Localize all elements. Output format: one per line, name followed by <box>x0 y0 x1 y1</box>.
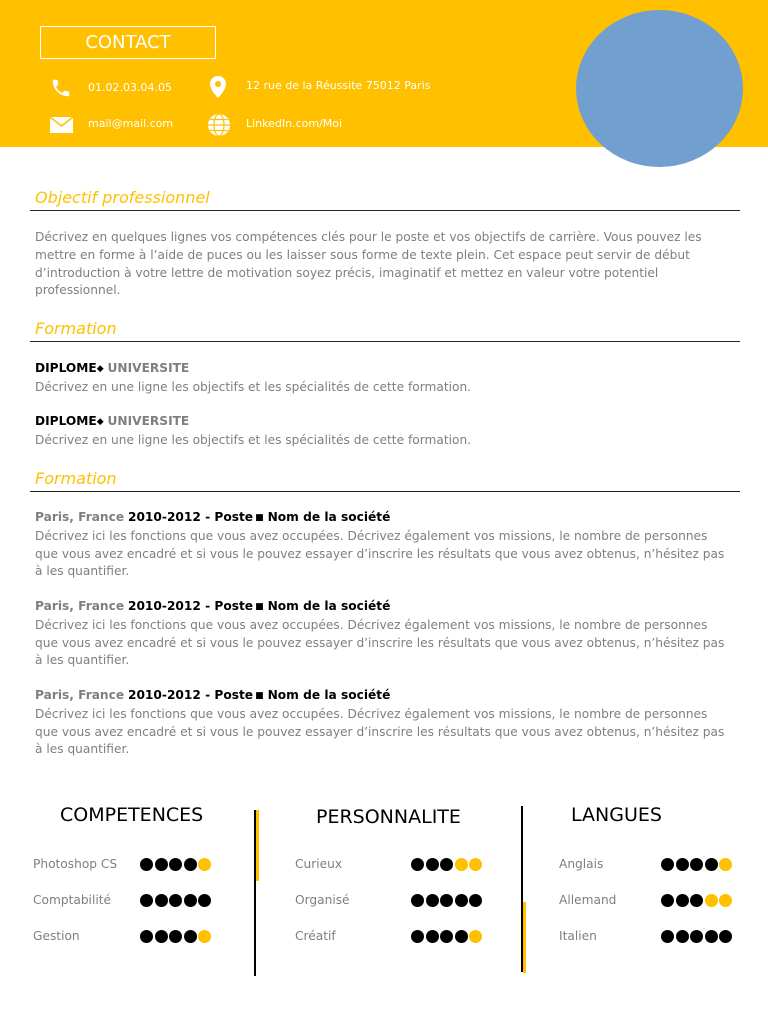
skill-rating <box>411 894 484 908</box>
rating-dot <box>690 894 703 907</box>
degree-name: DIPLOME <box>35 361 97 375</box>
skill-name: Gestion <box>33 929 80 943</box>
rating-dot <box>169 894 182 907</box>
rating-dot <box>140 894 153 907</box>
experience-item <box>35 509 740 581</box>
skill-rating <box>411 858 484 872</box>
rating-dot <box>169 930 182 943</box>
education-desc: Décrivez en une ligne les objectifs et les spécialités de cette formation. <box>35 379 472 394</box>
rating-dot <box>661 894 674 907</box>
langues-title: LANGUES <box>571 804 662 826</box>
education-item <box>35 360 740 397</box>
rating-dot <box>426 858 439 871</box>
diamond-bullet-icon: ◆ <box>96 417 104 427</box>
contact-heading: CONTACT <box>40 26 216 59</box>
rating-dot <box>440 930 453 943</box>
objective-line: professionnel. <box>35 283 121 298</box>
education-item <box>35 413 740 450</box>
rating-dot <box>469 930 482 943</box>
skill-name: Curieux <box>295 857 343 871</box>
rating-dot <box>690 858 703 871</box>
job-desc-line: à les quantifier. <box>35 653 130 668</box>
column-accent-line <box>523 902 526 973</box>
job-period-role: 2010-2012 - Poste <box>127 510 254 524</box>
globe-icon <box>207 113 231 137</box>
rating-dot <box>676 930 689 943</box>
rating-dot <box>198 894 211 907</box>
rating-dot <box>676 894 689 907</box>
job-desc-line: que vous avez encadré et si vous le pouvez essayer d’inscrire les résultats que vous avez obtenus, n’hésitez pas <box>35 724 725 739</box>
square-bullet-icon: ■ <box>255 691 264 701</box>
skill-rating <box>140 930 213 944</box>
rating-dot <box>455 894 468 907</box>
job-desc-line: Décrivez ici les fonctions que vous avez occupées. Décrivez également vos missions, le nombre de personnes <box>35 617 708 632</box>
profile-photo-placeholder <box>576 10 743 167</box>
rating-dot <box>676 858 689 871</box>
rating-dot <box>411 894 424 907</box>
rating-dot <box>198 930 211 943</box>
job-desc-line: Décrivez ici les fonctions que vous avez occupées. Décrivez également vos missions, le nombre de personnes <box>35 706 708 721</box>
skill-name: Créatif <box>295 929 336 943</box>
location-pin-icon <box>208 75 228 99</box>
skill-rating <box>661 930 734 944</box>
job-desc-line: à les quantifier. <box>35 564 130 579</box>
experience-item <box>35 598 740 670</box>
rating-dot <box>140 858 153 871</box>
rating-dot <box>469 858 482 871</box>
job-period-role: 2010-2012 - Poste <box>127 688 254 702</box>
school-name: UNIVERSITE <box>107 414 190 428</box>
experience-title: Formation <box>35 469 117 488</box>
company-name: Nom de la société <box>267 688 391 702</box>
education-desc: Décrivez en une ligne les objectifs et les spécialités de cette formation. <box>35 432 472 447</box>
skill-name: Comptabilité <box>33 893 111 907</box>
objective-text <box>35 229 740 300</box>
address-text: 12 rue de la Réussite 75012 Paris <box>246 79 431 92</box>
job-period-role: 2010-2012 - Poste <box>127 599 254 613</box>
skill-rating <box>140 858 213 872</box>
school-name: UNIVERSITE <box>107 361 190 375</box>
rating-dot <box>719 930 732 943</box>
job-location: Paris, France <box>35 688 125 702</box>
education-divider <box>30 341 740 342</box>
skill-name: Anglais <box>559 857 604 871</box>
skill-name: Italien <box>559 929 597 943</box>
square-bullet-icon: ■ <box>255 513 264 523</box>
rating-dot <box>719 858 732 871</box>
rating-dot <box>690 930 703 943</box>
skill-rating <box>661 858 734 872</box>
rating-dot <box>426 894 439 907</box>
skill-rating <box>140 894 213 908</box>
square-bullet-icon: ■ <box>255 602 264 612</box>
rating-dot <box>198 858 211 871</box>
skill-name: Organisé <box>295 893 350 907</box>
rating-dot <box>705 858 718 871</box>
rating-dot <box>455 858 468 871</box>
rating-dot <box>719 894 732 907</box>
rating-dot <box>455 930 468 943</box>
rating-dot <box>469 894 482 907</box>
objective-line: d’introduction à votre lettre de motivation soyez précis, imaginatif et mettez en valeur votre potentiel <box>35 265 659 280</box>
rating-dot <box>411 858 424 871</box>
envelope-icon <box>49 116 74 134</box>
rating-dot <box>705 894 718 907</box>
rating-dot <box>184 930 197 943</box>
column-divider <box>254 810 256 976</box>
objective-line: mettre en forme à l’aide de puces ou les laisser sous forme de texte plein. Cet espace peut servir de début <box>35 247 690 262</box>
rating-dot <box>426 930 439 943</box>
degree-name: DIPLOME <box>35 414 97 428</box>
rating-dot <box>440 858 453 871</box>
job-desc-line: Décrivez ici les fonctions que vous avez occupées. Décrivez également vos missions, le nombre de personnes <box>35 528 708 543</box>
skill-name: Allemand <box>559 893 617 907</box>
company-name: Nom de la société <box>267 510 391 524</box>
personnalite-title: PERSONNALITE <box>316 806 461 828</box>
phone-icon <box>50 77 72 99</box>
skill-name: Photoshop CS <box>33 857 118 871</box>
skill-rating <box>411 930 484 944</box>
job-desc-line: que vous avez encadré et si vous le pouvez essayer d’inscrire les résultats que vous avez obtenus, n’hésitez pas <box>35 635 725 650</box>
rating-dot <box>155 858 168 871</box>
email-text: mail@mail.com <box>88 117 174 130</box>
objective-line: Décrivez en quelques lignes vos compétences clés pour le poste et vos objectifs de carrière. Vous pouvez les <box>35 230 702 244</box>
job-location: Paris, France <box>35 599 125 613</box>
rating-dot <box>155 930 168 943</box>
rating-dot <box>184 858 197 871</box>
rating-dot <box>169 858 182 871</box>
company-name: Nom de la société <box>267 599 391 613</box>
rating-dot <box>155 894 168 907</box>
competences-title: COMPETENCES <box>60 804 204 826</box>
experience-item <box>35 687 740 759</box>
education-title: Formation <box>35 319 117 338</box>
phone-text: 01.02.03.04.05 <box>88 81 172 94</box>
job-location: Paris, France <box>35 510 125 524</box>
job-desc-line: que vous avez encadré et si vous le pouvez essayer d’inscrire les résultats que vous avez obtenus, n’hésitez pas <box>35 546 725 561</box>
rating-dot <box>705 930 718 943</box>
column-accent-line <box>256 810 259 881</box>
rating-dot <box>411 930 424 943</box>
objective-divider <box>30 210 740 211</box>
job-desc-line: à les quantifier. <box>35 742 130 757</box>
rating-dot <box>140 930 153 943</box>
diamond-bullet-icon: ◆ <box>96 364 104 374</box>
rating-dot <box>661 930 674 943</box>
objective-title: Objectif professionnel <box>35 188 210 207</box>
rating-dot <box>661 858 674 871</box>
experience-divider <box>30 491 740 492</box>
rating-dot <box>184 894 197 907</box>
skill-rating <box>661 894 734 908</box>
linkedin-text: LinkedIn.com/Moi <box>246 117 343 130</box>
rating-dot <box>440 894 453 907</box>
